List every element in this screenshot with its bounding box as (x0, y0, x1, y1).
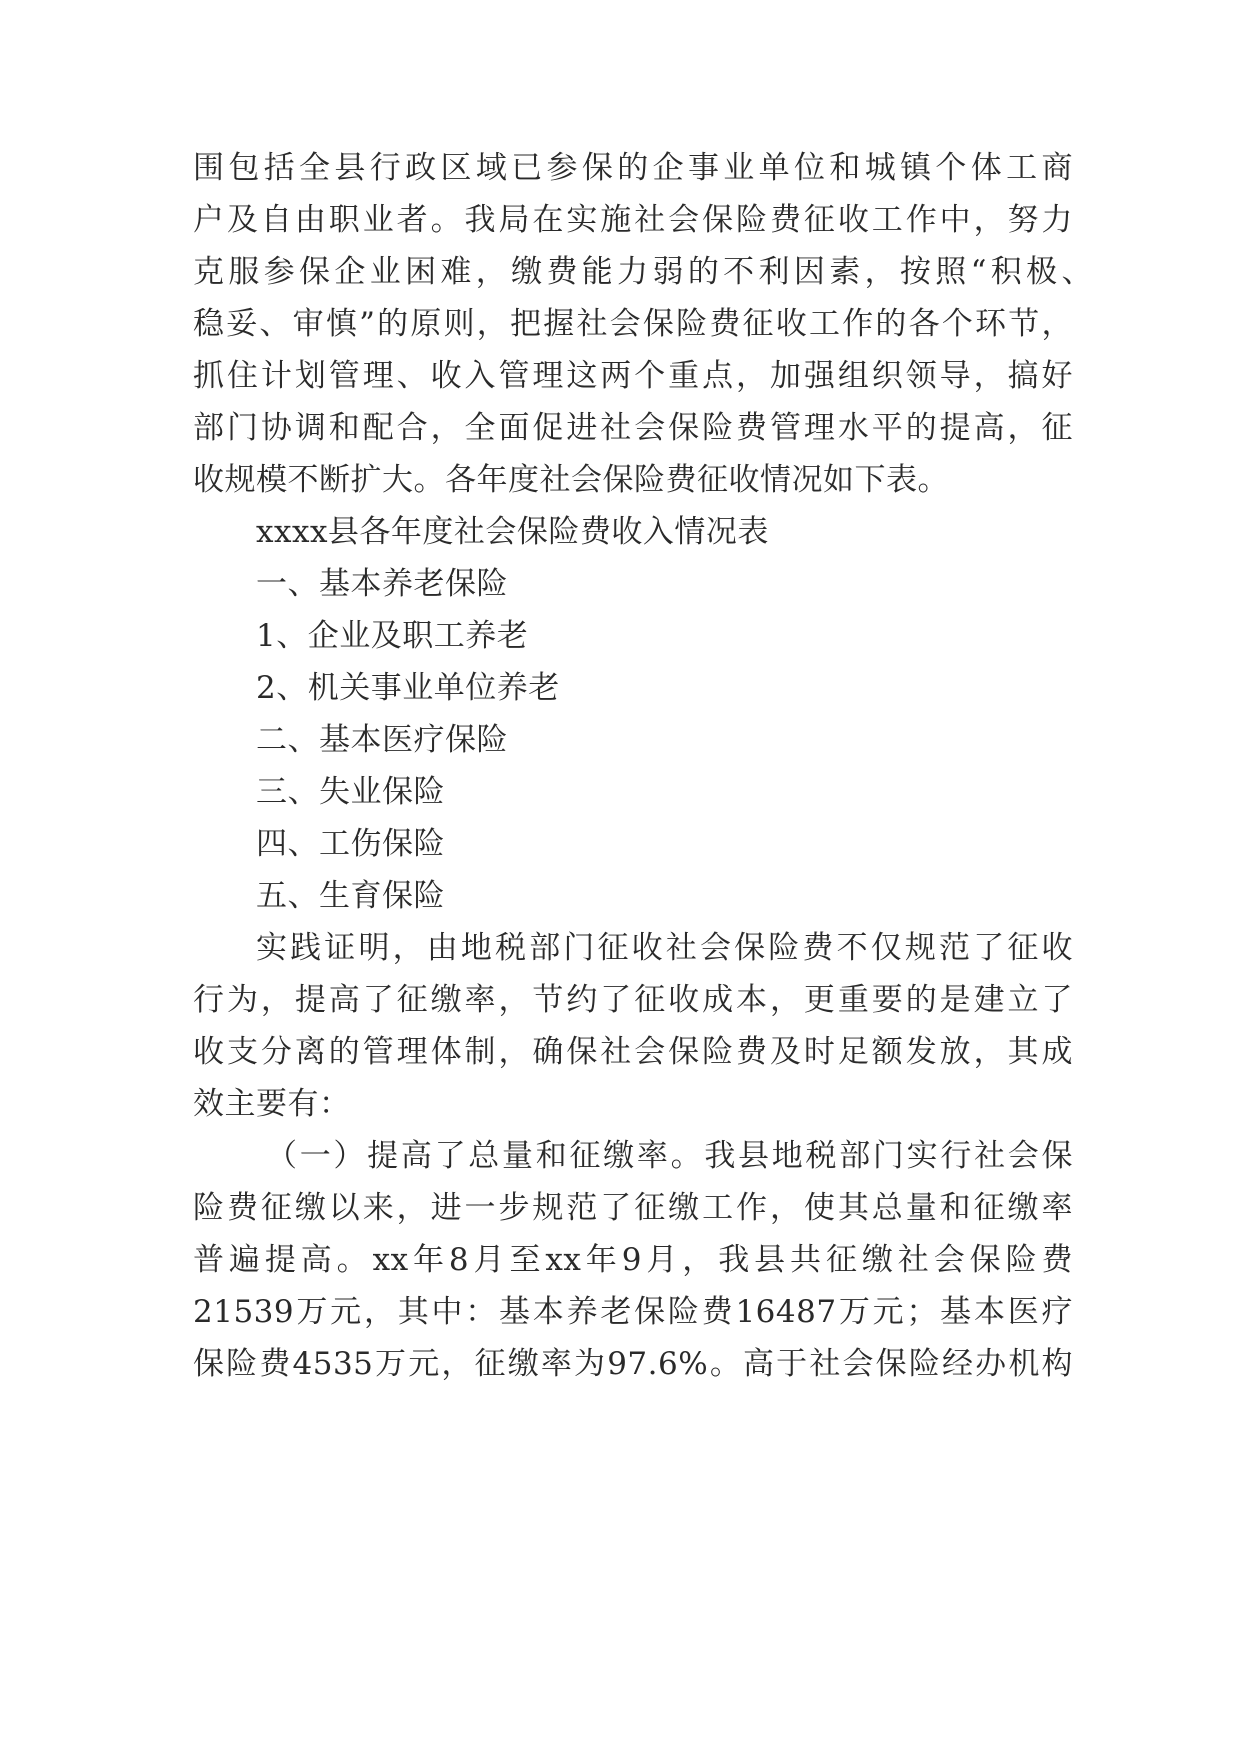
text-line: 普遍提高。xx年8月至xx年9月，我县共征缴社会保险费 (193, 1242, 1073, 1278)
text-line: 21539万元，其中：基本养老保险费16487万元；基本医疗 (193, 1294, 1073, 1330)
list-item: 1、企业及职工养老 (256, 618, 529, 654)
text-line: 抓住计划管理、收入管理这两个重点，加强组织领导，搞好 (193, 358, 1073, 394)
text-line: 部门协调和配合，全面促进社会保险费管理水平的提高，征 (193, 410, 1073, 446)
list-item: 2、机关事业单位养老 (256, 670, 560, 706)
text-line: 收规模不断扩大。各年度社会保险费征收情况如下表。 (193, 462, 949, 498)
list-item: 五、生育保险 (256, 878, 445, 914)
text-line: 行为，提高了征缴率，节约了征收成本，更重要的是建立了 (193, 982, 1073, 1018)
text-line: （一）提高了总量和征缴率。我县地税部门实行社会保 (266, 1138, 1073, 1174)
list-item: 四、工伤保险 (256, 826, 445, 862)
list-item: 二、基本医疗保险 (256, 722, 508, 758)
text-line: 保险费4535万元，征缴率为97.6%。高于社会保险经办机构 (193, 1346, 1073, 1382)
text-line: 险费征缴以来，进一步规范了征缴工作，使其总量和征缴率 (193, 1190, 1073, 1226)
text-line: 实践证明，由地税部门征收社会保险费不仅规范了征收 (256, 930, 1073, 966)
text-line: 效主要有： (193, 1086, 351, 1122)
list-item: 一、基本养老保险 (256, 566, 508, 602)
text-line: 户及自由职业者。我局在实施社会保险费征收工作中，努力 (193, 202, 1073, 238)
table-title: xxxx县各年度社会保险费收入情况表 (256, 514, 769, 550)
text-line: 克服参保企业困难，缴费能力弱的不利因素，按照“积极、 (193, 254, 1093, 290)
text-line: 收支分离的管理体制，确保社会保险费及时足额发放，其成 (193, 1034, 1073, 1070)
text-line: 围包括全县行政区域已参保的企事业单位和城镇个体工商 (193, 150, 1073, 186)
text-line: 稳妥、审慎”的原则，把握社会保险费征收工作的各个环节， (193, 306, 1073, 342)
list-item: 三、失业保险 (256, 774, 445, 810)
